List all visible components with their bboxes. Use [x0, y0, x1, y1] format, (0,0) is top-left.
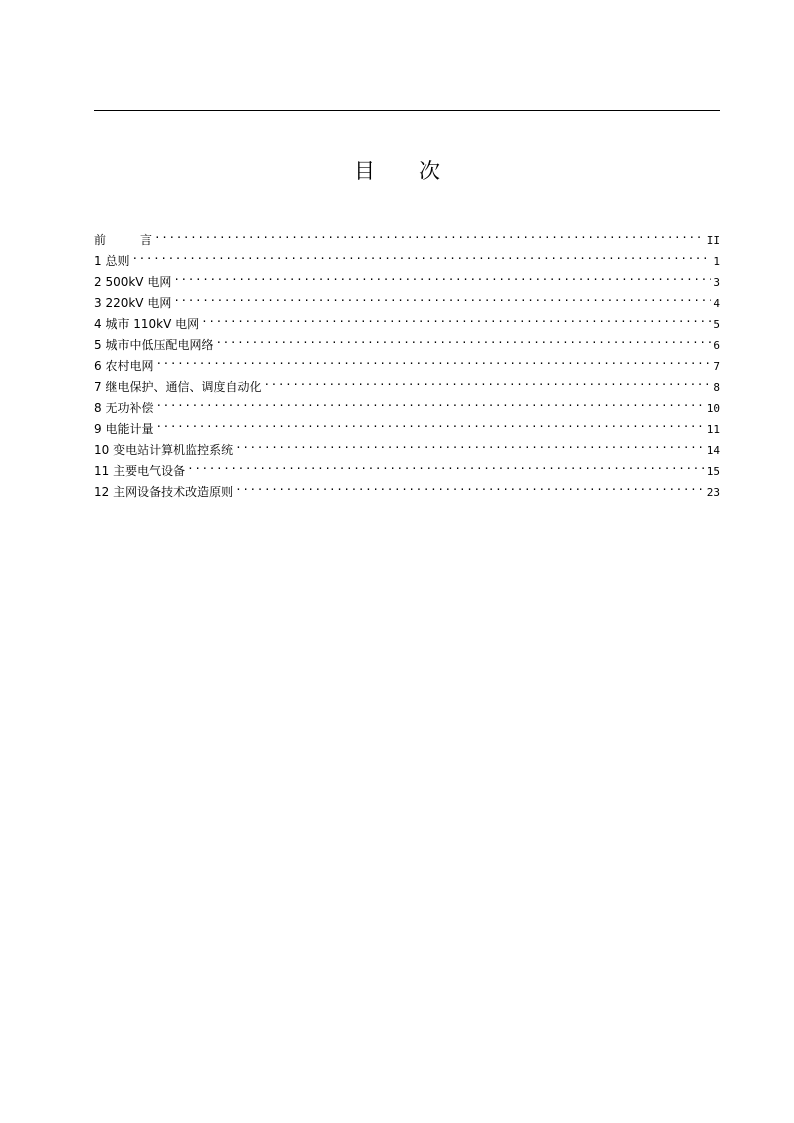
toc-entry[interactable]: [94, 286, 720, 310]
toc-dot-leader: [155, 391, 704, 412]
toc-dot-leader: [155, 412, 704, 433]
toc-entry[interactable]: [94, 433, 720, 457]
toc-entry-page: 6: [713, 339, 720, 352]
toc-entry-label: 6 农村电网: [94, 359, 154, 373]
toc-entry[interactable]: [94, 265, 720, 289]
toc-entry-page: 7: [713, 360, 720, 373]
toc-entry-page: 14: [706, 444, 720, 457]
toc-dot-leader: [235, 433, 705, 454]
toc-entry[interactable]: [94, 475, 720, 499]
toc-entry-page: 10: [706, 402, 720, 415]
toc-dot-leader: [263, 370, 711, 391]
toc-entry-label: 8 无功补偿: [94, 401, 154, 415]
toc-entry-label: 7 继电保护、通信、调度自动化: [94, 380, 262, 394]
toc-title-left: 目: [354, 159, 375, 183]
toc-dot-leader: [201, 307, 711, 328]
toc-entry-page: 8: [713, 381, 720, 394]
toc-entry-label: 10 变电站计算机监控系统: [94, 443, 234, 457]
toc-entry[interactable]: [94, 349, 720, 373]
toc-entry[interactable]: [94, 391, 720, 415]
toc-dot-leader: [215, 328, 711, 349]
toc-entry[interactable]: [94, 454, 720, 478]
toc-entry-label: 4 城市 110kV 电网: [94, 317, 200, 331]
toc-entry-label: 11 主要电气设备: [94, 464, 186, 478]
toc-entry-page: 15: [706, 465, 720, 478]
toc-entry-page: 3: [713, 276, 720, 289]
toc-entry[interactable]: [94, 244, 720, 268]
toc-dot-leader: [155, 349, 711, 370]
toc-entry[interactable]: [94, 307, 720, 331]
toc-entry-label: 12 主网设备技术改造原则: [94, 485, 234, 499]
toc-list: [94, 223, 720, 499]
toc-title-right: 次: [419, 159, 440, 183]
toc-entry-page: 23: [706, 486, 720, 499]
toc-entry[interactable]: [94, 412, 720, 436]
toc-dot-leader: [187, 454, 705, 475]
toc-entry-page: 11: [706, 423, 720, 436]
toc-entry-label: 5 城市中低压配电网络: [94, 338, 214, 352]
toc-dot-leader: [131, 244, 711, 265]
toc-entry-page: 1: [713, 255, 720, 268]
toc-entry-label: 1 总则: [94, 254, 130, 268]
foreword-label-right: 言: [140, 233, 153, 247]
toc-dot-leader: [235, 475, 705, 496]
toc-title: [0, 156, 794, 186]
toc-entry-page: 4: [713, 297, 720, 310]
toc-entry-page: 5: [713, 318, 720, 331]
toc-entry-label: 9 电能计量: [94, 422, 154, 436]
foreword-label-left: 前: [94, 233, 107, 247]
toc-dot-leader: [154, 223, 705, 244]
toc-entry[interactable]: [94, 370, 720, 394]
toc-entry-label: 3 220kV 电网: [94, 296, 172, 310]
toc-entry-label: 2 500kV 电网: [94, 275, 172, 289]
header-rule: [94, 110, 720, 111]
toc-entry-foreword[interactable]: [94, 223, 720, 247]
toc-dot-leader: [173, 265, 711, 286]
toc-dot-leader: [173, 286, 711, 307]
toc-entry-page: II: [706, 234, 720, 247]
